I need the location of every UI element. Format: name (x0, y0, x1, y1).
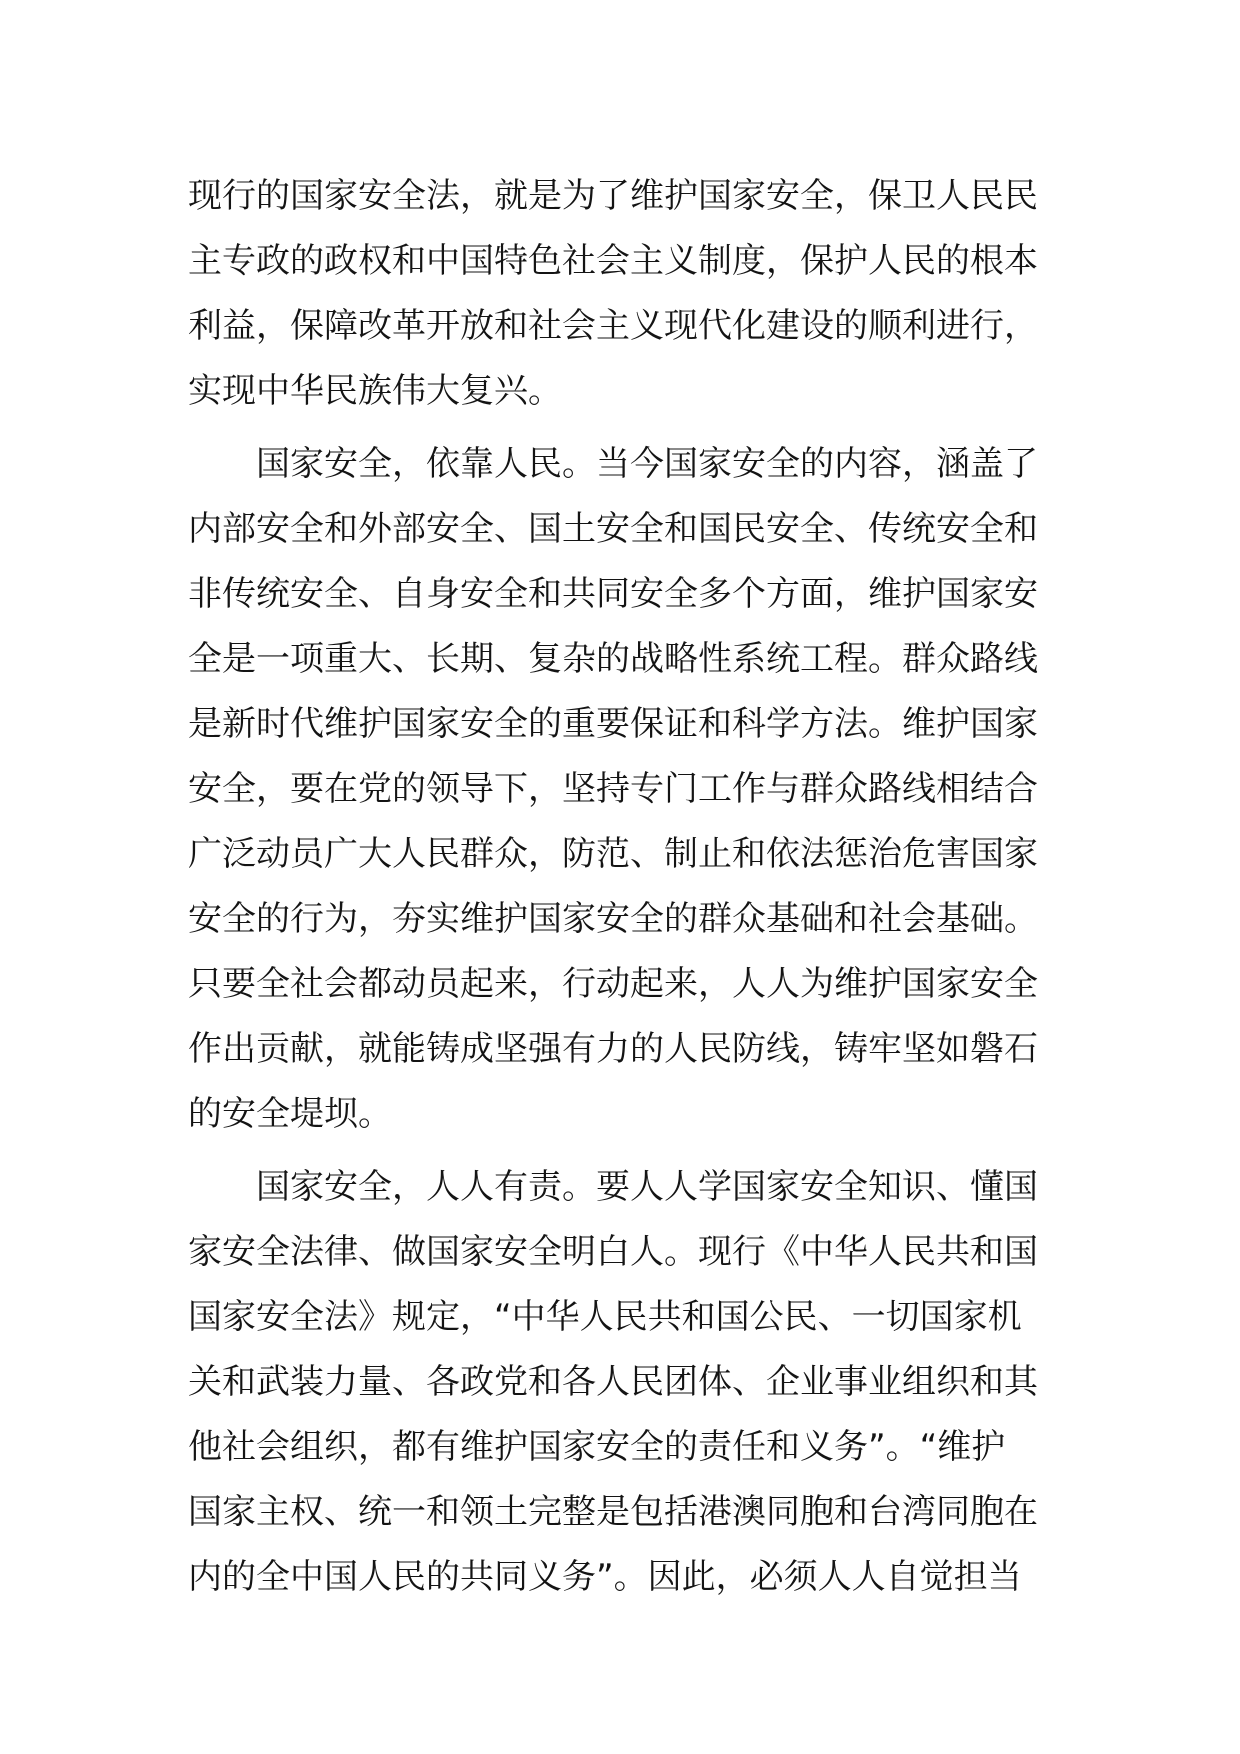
text-line: 国家主权、统一和领土完整是包括港澳同胞和台湾同胞在 (188, 1492, 1038, 1532)
paragraph-gap (188, 424, 1058, 432)
text-line: 利益，保障改革开放和社会主义现代化建设的顺利进行， (188, 306, 1038, 346)
text-line: 关和武装力量、各政党和各人民团体、企业事业组织和其 (188, 1362, 1038, 1402)
paragraph-gap (188, 1147, 1058, 1155)
text-line: 主专政的政权和中国特色社会主义制度，保护人民的根本 (188, 241, 1038, 281)
text-line: 国家安全，人人有责。要人人学国家安全知识、懂国 (256, 1167, 1038, 1207)
text-line: 国家安全，依靠人民。当今国家安全的内容，涵盖了 (256, 444, 1038, 484)
text-line: 广泛动员广大人民群众，防范、制止和依法惩治危害国家 (188, 834, 1038, 874)
paragraph-1 (188, 164, 1058, 424)
text-line: 国家安全法》规定，“中华人民共和国公民、一切国家机 (188, 1297, 1022, 1337)
text-line: 实现中华民族伟大复兴。 (188, 371, 562, 411)
text-line: 的安全堤坝。 (188, 1094, 392, 1134)
text-line: 是新时代维护国家安全的重要保证和科学方法。维护国家 (188, 704, 1038, 744)
text-line: 安全，要在党的领导下，坚持专门工作与群众路线相结合 (188, 769, 1038, 809)
paragraph-2 (188, 432, 1058, 1147)
text-line: 只要全社会都动员起来，行动起来，人人为维护国家安全 (188, 964, 1038, 1004)
paragraph-3 (188, 1155, 1058, 1610)
text-line: 非传统安全、自身安全和共同安全多个方面，维护国家安 (188, 574, 1038, 614)
text-line: 家安全法律、做国家安全明白人。现行《中华人民共和国 (188, 1232, 1038, 1272)
document-page (188, 164, 1058, 1610)
text-line: 他社会组织，都有维护国家安全的责任和义务”。“维护 (188, 1427, 1006, 1467)
text-line: 内部安全和外部安全、国土安全和国民安全、传统安全和 (188, 509, 1038, 549)
text-line: 现行的国家安全法，就是为了维护国家安全，保卫人民民 (188, 176, 1038, 216)
text-line: 全是一项重大、长期、复杂的战略性系统工程。群众路线 (188, 639, 1038, 679)
text-line: 内的全中国人民的共同义务”。因此，必须人人自觉担当 (188, 1557, 1022, 1597)
text-line: 作出贡献，就能铸成坚强有力的人民防线，铸牢坚如磐石 (188, 1029, 1038, 1069)
text-line: 安全的行为，夯实维护国家安全的群众基础和社会基础。 (188, 899, 1038, 939)
